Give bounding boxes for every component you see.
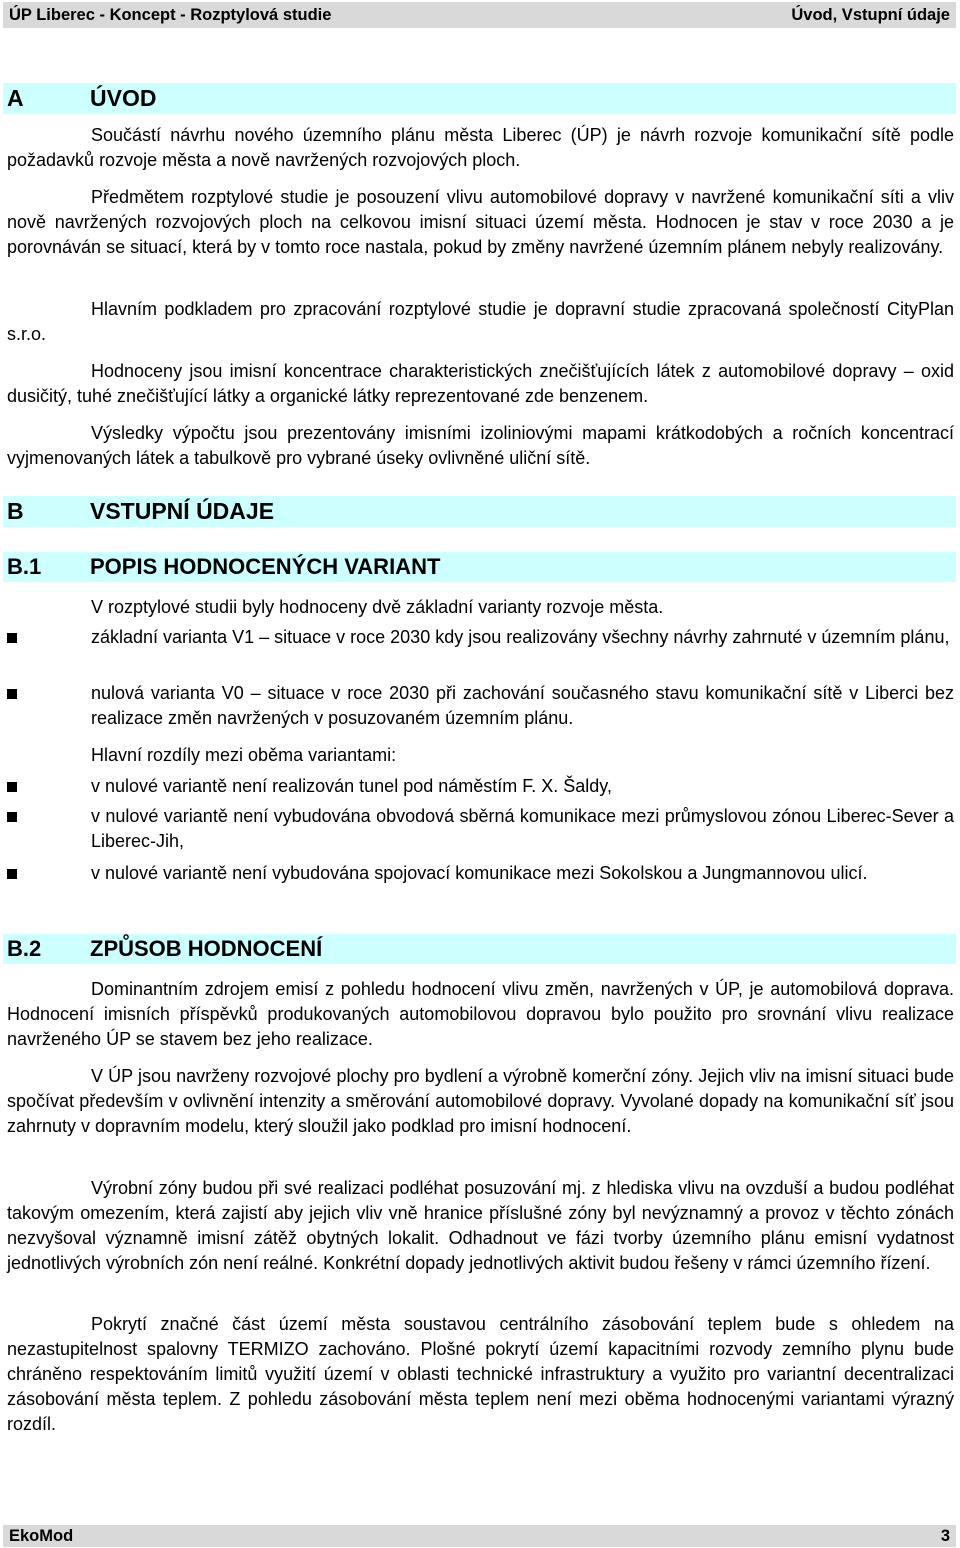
section-title: ZPŮSOB HODNOCENÍ bbox=[90, 936, 323, 961]
footer-page-number: 3 bbox=[940, 1526, 950, 1545]
section-heading-b bbox=[3, 496, 956, 527]
section-heading-a bbox=[3, 83, 956, 114]
header-chapter-title: Úvod, Vstupní údaje bbox=[791, 5, 950, 24]
section-number: B bbox=[7, 498, 24, 524]
bullet-square-icon bbox=[7, 869, 17, 879]
difference-item-text: v nulové variantě není realizován tunel pod náměstím F. X. Šaldy, bbox=[91, 776, 612, 796]
bullet-square-icon bbox=[7, 812, 17, 822]
intro-paragraph-3: Hlavním podkladem pro zpracování rozptylové studie je dopravní studie zpracovaná společností CityPlan s.r.o. bbox=[7, 299, 954, 344]
section-title: VSTUPNÍ ÚDAJE bbox=[90, 498, 275, 524]
method-paragraph-3: Výrobní zóny budou při své realizaci podléhat posuzování mj. z hlediska vlivu na ovzduší a budou podléhat takovým omezením, která zajistí aby jejich vliv vně hranice příslušné zóny byl nevýznamný a provoz v těchto zónách nezvyšoval významně imisní zátěž obytných lokalit. Odhadnout ve fázi tvorby územního plánu emisní vydatnost jednotlivých výrobních zón není reálné. Konkrétní dopady jednotlivých aktivit budou řešeny v rámci územního řízení. bbox=[7, 1178, 954, 1273]
header-document-title: ÚP Liberec - Koncept - Rozptylová studie bbox=[9, 5, 332, 24]
page-header bbox=[3, 2, 956, 28]
section-number: B.1 bbox=[7, 554, 42, 579]
intro-paragraph-5: Výsledky výpočtu jsou prezentovány imisními izoliniovými mapami krátkodobých a ročních koncentrací vyjmenovaných látek a tabulkově pro vybrané úseky ovlivněné uliční sítě. bbox=[7, 423, 954, 468]
page-footer bbox=[3, 1525, 956, 1547]
bullet-square-icon bbox=[7, 782, 17, 792]
section-number: B.2 bbox=[7, 936, 42, 961]
intro-paragraph-2: Předmětem rozptylové studie je posouzení vlivu automobilové dopravy v navržené komunikační síti a vliv nově navržených rozvojových ploch na celkovou imisní situaci území města. Hodnocen je stav v roce 2030 a je porovnáván se situací, která by v tomto roce nastala, pokud by změny navržené územním plánem nebyly realizovány. bbox=[7, 187, 954, 257]
method-paragraph-4: Pokrytí značné část území města soustavou centrálního zásobování teplem bude s ohledem na nezastupitelnost spalovny TERMIZO zachováno. Plošné pokrytí území kapacitními rozvody zemního plynu bude chráněno respektováním limitů využití území v oblasti technické infrastruktury a využito pro variantní decentralizaci zásobování města teplem. Z pohledu zásobování města teplem není mezi oběma hodnocenými variantami výrazný rozdíl. bbox=[7, 1314, 954, 1434]
method-paragraph-1: Dominantním zdrojem emisí z pohledu hodnocení vlivu změn, navržených v ÚP, je automobilová doprava. Hodnocení imisních příspěvků produkovaných automobilovou dopravou bylo použito pro srovnání vlivu realizace navrženého ÚP se stavem bez jeho realizace. bbox=[7, 979, 954, 1049]
variants-lead: V rozptylové studii byly hodnoceny dvě základní varianty rozvoje města. bbox=[91, 597, 664, 617]
difference-item-text: v nulové variantě není vybudována spojovací komunikace mezi Sokolskou a Jungmannovou ulicí. bbox=[91, 863, 868, 883]
section-heading-b1 bbox=[3, 552, 956, 582]
footer-company: EkoMod bbox=[9, 1526, 74, 1545]
bullet-square-icon bbox=[7, 689, 17, 699]
intro-paragraph-1: Součástí návrhu nového územního plánu města Liberec (ÚP) je návrh rozvoje komunikační sítě podle požadavků rozvoje města a nově navržených rozvojových ploch. bbox=[7, 125, 954, 170]
section-heading-b2 bbox=[3, 934, 956, 964]
section-number: A bbox=[7, 85, 24, 111]
method-paragraph-2: V ÚP jsou navrženy rozvojové plochy pro bydlení a výrobně komerční zóny. Jejich vliv na imisní situaci bude spočívat především v ovlivnění intenzity a směrování automobilové dopravy. Vyvolané dopady na komunikační síť jsou zahrnuty v dopravním modelu, který sloužil jako podklad pro imisní hodnocení. bbox=[7, 1066, 954, 1136]
bullet-square-icon bbox=[7, 633, 17, 643]
variant-item-text: základní varianta V1 – situace v roce 2030 kdy jsou realizovány všechny návrhy zahrnuté v územním plánu, bbox=[91, 627, 950, 647]
differences-lead: Hlavní rozdíly mezi oběma variantami: bbox=[91, 745, 397, 765]
section-title: POPIS HODNOCENÝCH VARIANT bbox=[90, 554, 441, 579]
intro-paragraph-4: Hodnoceny jsou imisní koncentrace charakteristických znečišťujících látek z automobilové dopravy – oxid dusičitý, tuhé znečišťující látky a organické látky reprezentované zde benzenem. bbox=[7, 361, 954, 406]
difference-item-text: v nulové variantě není vybudována obvodová sběrná komunikace mezi průmyslovou zónou Liberec-Sever a Liberec-Jih, bbox=[91, 806, 954, 851]
section-title: ÚVOD bbox=[90, 85, 157, 111]
variant-item-text: nulová varianta V0 – situace v roce 2030 při zachování současného stavu komunikační sítě v Liberci bez realizace změn navržených v posuzovaném územním plánu. bbox=[91, 683, 954, 728]
